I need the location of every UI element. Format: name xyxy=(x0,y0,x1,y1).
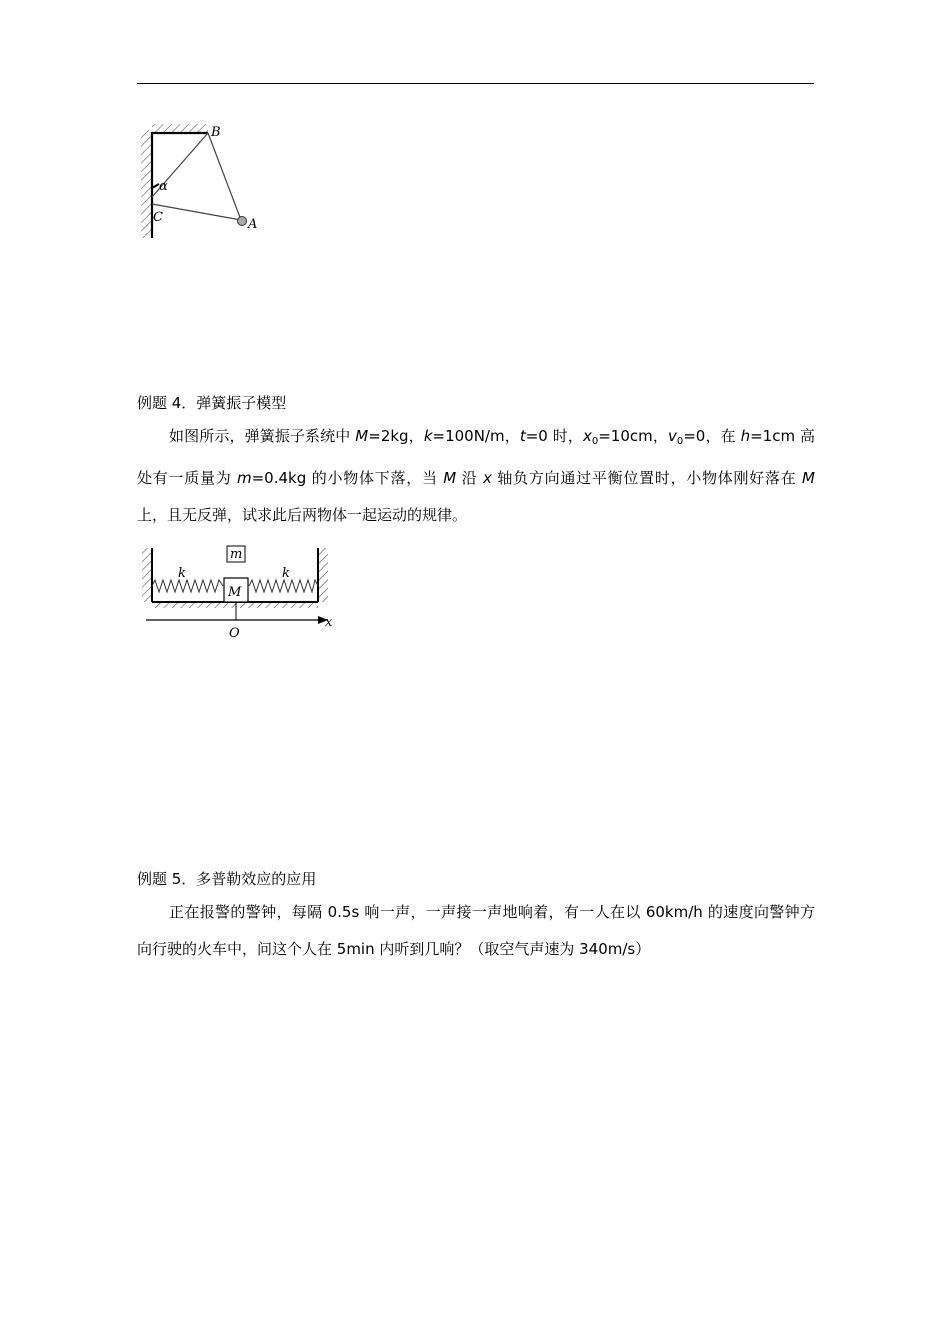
example4-heading: 例题 4．弹簧振子模型 xyxy=(137,394,287,412)
figure-bracket-ball xyxy=(135,118,270,243)
label-k-left: k xyxy=(178,566,186,581)
label-m: m xyxy=(230,547,243,562)
rod-CA xyxy=(152,204,241,220)
wall-hatching xyxy=(141,130,152,238)
label-O: O xyxy=(229,626,240,641)
left-spring xyxy=(152,580,223,592)
ball-A xyxy=(238,217,247,226)
label-B: B xyxy=(211,125,221,140)
figure-spring-oscillator xyxy=(138,540,338,645)
example4-paragraph: 如图所示，弹簧振子系统中 M=2kg，k=100N/m，t=0 时，$x_0=10cm$，$v_0=0$，在 h=1cm 高处有一质量为 m=0.4kg 的小物体下落，当 M 沿 x 轴负方向通过平衡位置时，小物体刚好落在 M 上，且无反弹，试求此后两物体一起运动的规律。 xyxy=(137,427,815,524)
example5-paragraph: 正在报警的警钟，每隔 0.5s 响一声，一声接一声地响着，有一人在以 60km/h 的速度向警钟方向行驶的火车中，问这个人在 5min 内听到几响？（取空气声速为 340m/s） xyxy=(137,903,815,958)
right-wall-hatching xyxy=(318,548,328,602)
header-rule xyxy=(137,83,814,84)
ceiling-hatching xyxy=(152,124,208,133)
left-wall-hatching xyxy=(142,548,152,602)
label-k-right: k xyxy=(282,566,290,581)
label-x: x xyxy=(325,615,333,630)
label-C: C xyxy=(153,210,163,225)
example5-heading: 例题 5．多普勒效应的应用 xyxy=(137,870,317,888)
rod-BA xyxy=(208,133,241,220)
label-A: A xyxy=(248,217,258,232)
right-spring xyxy=(249,580,318,592)
label-M: M xyxy=(228,585,242,600)
label-alpha: α xyxy=(159,179,168,194)
